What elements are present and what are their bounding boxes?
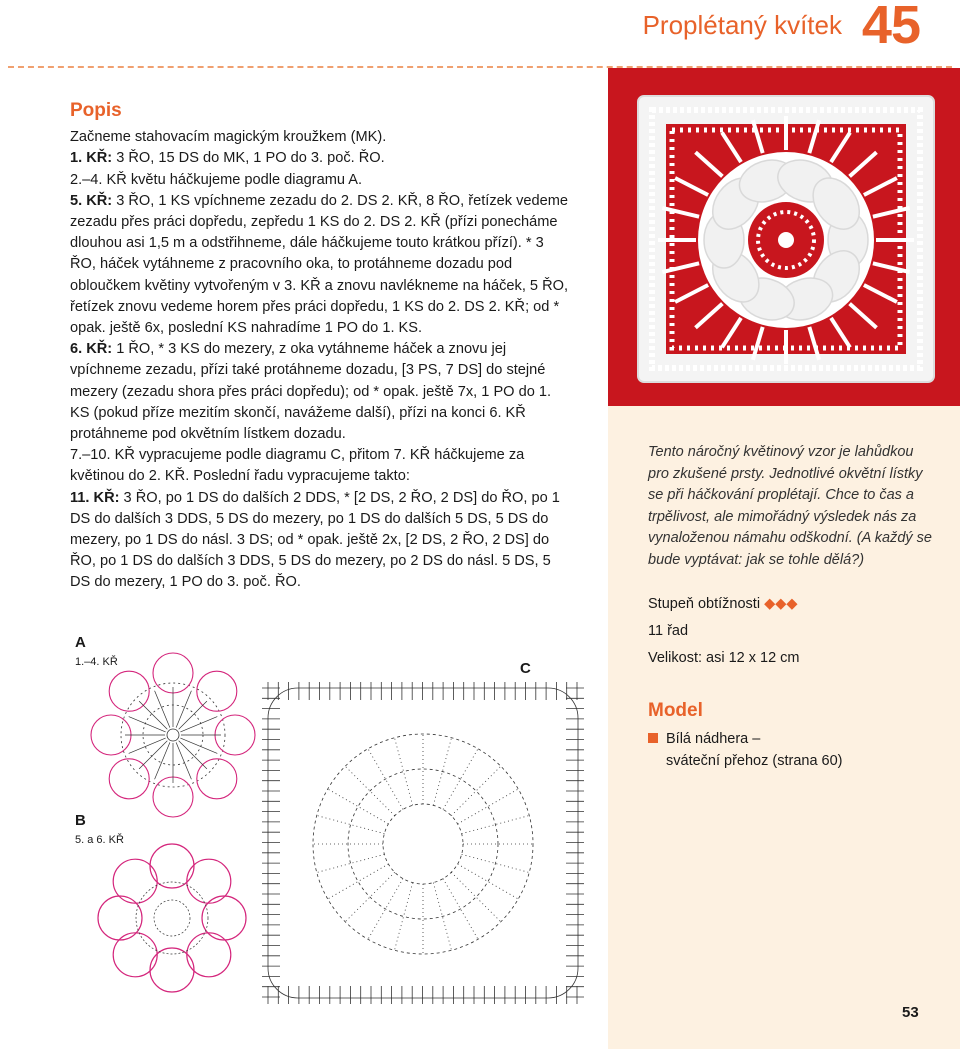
diagram-a-sublabel: 1.–4. KŘ [75,656,118,668]
difficulty-label: Stupeň obtížnosti [648,596,761,612]
header-title: Proplétaný kvítek [642,10,842,40]
description-heading: Popis [70,100,122,121]
model-item-line2: sváteční přehoz (strana 60) [666,753,843,769]
rows-count: 11 řad [648,623,689,639]
page-number: 53 [902,1004,919,1021]
diagram-a-label: A [75,634,86,651]
model-item-line1: Bílá nádhera – [666,731,761,747]
model-heading: Model [648,700,703,721]
instruction-line: 2.–4. KŘ květu háčkujeme podle diagramu A. [70,171,363,188]
description-section [70,100,570,594]
diagram-b [92,838,252,998]
instruction-line: 7.–10. KŘ vypracujeme podle diagramu C, přitom 7. KŘ háčkujeme za květinou do 2. KŘ. Poslední řadu vypracujeme takto: [70,447,525,485]
size-info: Velikost: asi 12 x 12 cm [648,650,800,666]
instruction-line: 11. KŘ: 3 ŘO, po 1 DS do dalších 2 DDS, * [2 DS, 2 ŘO, 2 DS] do ŘO, po 1 DS do dalších 3 DDS, 5 DS do mezery, po 1 DS do dalších 5 DS, 5 DS do mezery, po 1 DS do násl. 3 DS; od * opak. ještě 2x, [2 DS, 2 ŘO, 2 DS] do ŘO, po 1 DS do dalších 3 DDS, 5 DS do mezery, po 2 DS do násl. 5 DS, 5 DS do mezery, 1 PO do 3. poč. ŘO. [70,489,560,591]
diagram-c [262,674,584,1014]
instruction-line: Začneme stahovacím magickým kroužkem (MK). [70,129,387,146]
model-item [648,728,843,772]
product-photo [608,68,960,406]
instruction-line: 5. KŘ: 3 ŘO, 1 KS vpíchneme zezadu do 2. DS 2. KŘ, 8 ŘO, řetízek vedeme zezadu přes práci dopředu, zepředu 1 KS do 2. DS 2. KŘ (přízi ponecháme dlouhou asi 1,5 m a odstřihneme, dále háčkujeme touto krátkou přízí). * 3 ŘO, háček vytáhneme z pracovního oka, to protáhneme dozadu pod obloučkem květiny vytvořeným v 3. KŘ a znovu navlékneme na háček, 5 ŘO, řetízek znovu vedeme horem přes práci dopředu, 1 KS do 2. DS 2. KŘ; od * opak. ještě 6x, poslední KS nahradíme 1 PO do 1. KS. [70,192,569,337]
diagram-b-label: B [75,812,86,829]
instruction-line: 6. KŘ: 1 ŘO, * 3 KS do mezery, z oka vytáhneme háček a znovu jej vpíchneme zezadu, přízi také protáhneme dozadu, [3 PS, 7 DS] do stejné mezery (zezadu shora přes práci dopředu); od * opak. ještě 7x, 1 PO do 1. KS (pokud příze mezitím skončí, navážeme další), přízi na konci 6. KŘ protáhneme pod okvětním lístkem dozadu. [70,341,552,443]
sidebar-quote: Tento náročný květinový vzor je lahůdkou pro zkušené prsty. Jednotlivé okvětní lístky se při háčkování proplétají. Chce to čas a trpělivost, ale mimořádný výsledek nás za vynaloženou námahu odškodní. (A každý se bude vyptávat: jak se tohle dělá?) [648,444,932,568]
diagram-a [88,650,258,820]
difficulty-marks: ◆◆◆ [764,596,798,612]
instruction-line: 1. KŘ: 3 ŘO, 15 DS do MK, 1 PO do 3. poč. ŘO. [70,150,385,167]
diagram-b-sublabel: 5. a 6. KŘ [75,834,124,846]
diagram-c-label: C [520,660,531,677]
bullet-icon [648,733,658,743]
pattern-number: 45 [861,0,920,55]
difficulty-line [648,596,798,612]
